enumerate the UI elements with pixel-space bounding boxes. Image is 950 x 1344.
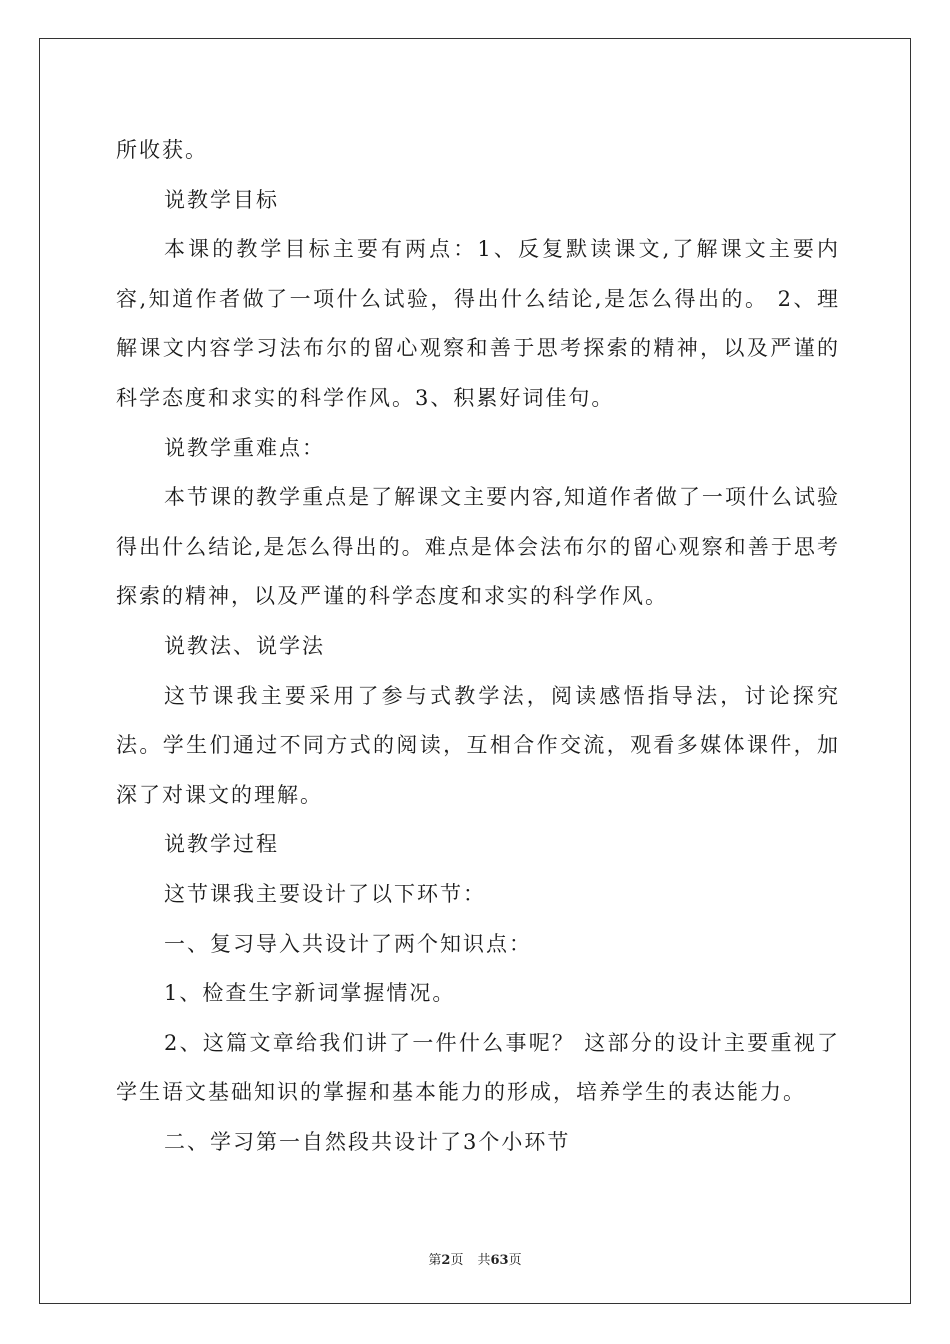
total-suffix: 页 [508,1253,522,1268]
paragraph-continuation: 所收获。 [116,138,208,162]
heading-teaching-process: 说教学过程 [164,832,279,857]
total-prefix: 共 [477,1253,491,1268]
paragraph-key-difficulties: 本节课的教学重点是了解课文主要内容,知道作者做了一项什么试验得出什么结论,是怎么得出的。难点是体会法布尔的留心观察和善于思考探索的精神，以及严谨的科学态度和求实的科学作风。 [116,485,840,609]
page-footer [0,1249,950,1268]
paragraph-item-one: 1、检查生字新词掌握情况。 [164,981,456,1006]
page-prefix: 第 [428,1253,442,1268]
paragraph-item-two: 2、这篇文章给我们讲了一件什么事呢？ 这部分的设计主要重视了学生语文基础知识的掌握和基本能力的形成，培养学生的表达能力。 [116,1030,840,1105]
total-pages: 63 [490,1253,509,1268]
paragraph-process-intro: 这节课我主要设计了以下环节： [164,881,486,906]
heading-teaching-goals: 说教学目标 [164,187,279,212]
document-body [116,126,840,1167]
heading-teaching-methods: 说教法、说学法 [164,633,325,658]
paragraph-teaching-methods: 这节课我主要采用了参与式教学法，阅读感悟指导法，讨论探究法。学生们通过不同方式的阅读，互相合作交流，观看多媒体课件，加深了对课文的理解。 [116,683,840,807]
heading-key-difficulties: 说教学重难点： [164,435,325,460]
page-suffix: 页 [450,1253,464,1268]
paragraph-section-two: 二、学习第一自然段共设计了3个小环节 [164,1129,571,1154]
paragraph-teaching-goals: 本课的教学目标主要有两点：1、反复默读课文,了解课文主要内容,知道作者做了一项什么试验，得出什么结论,是怎么得出的。 2、理解课文内容学习法布尔的留心观察和善于思考探索的精神，以及严谨的科学态度和求实的科学作风。3、积累好词佳句。 [116,237,840,410]
paragraph-section-one: 一、复习导入共设计了两个知识点： [164,931,532,956]
page-number: 2 [441,1253,451,1268]
